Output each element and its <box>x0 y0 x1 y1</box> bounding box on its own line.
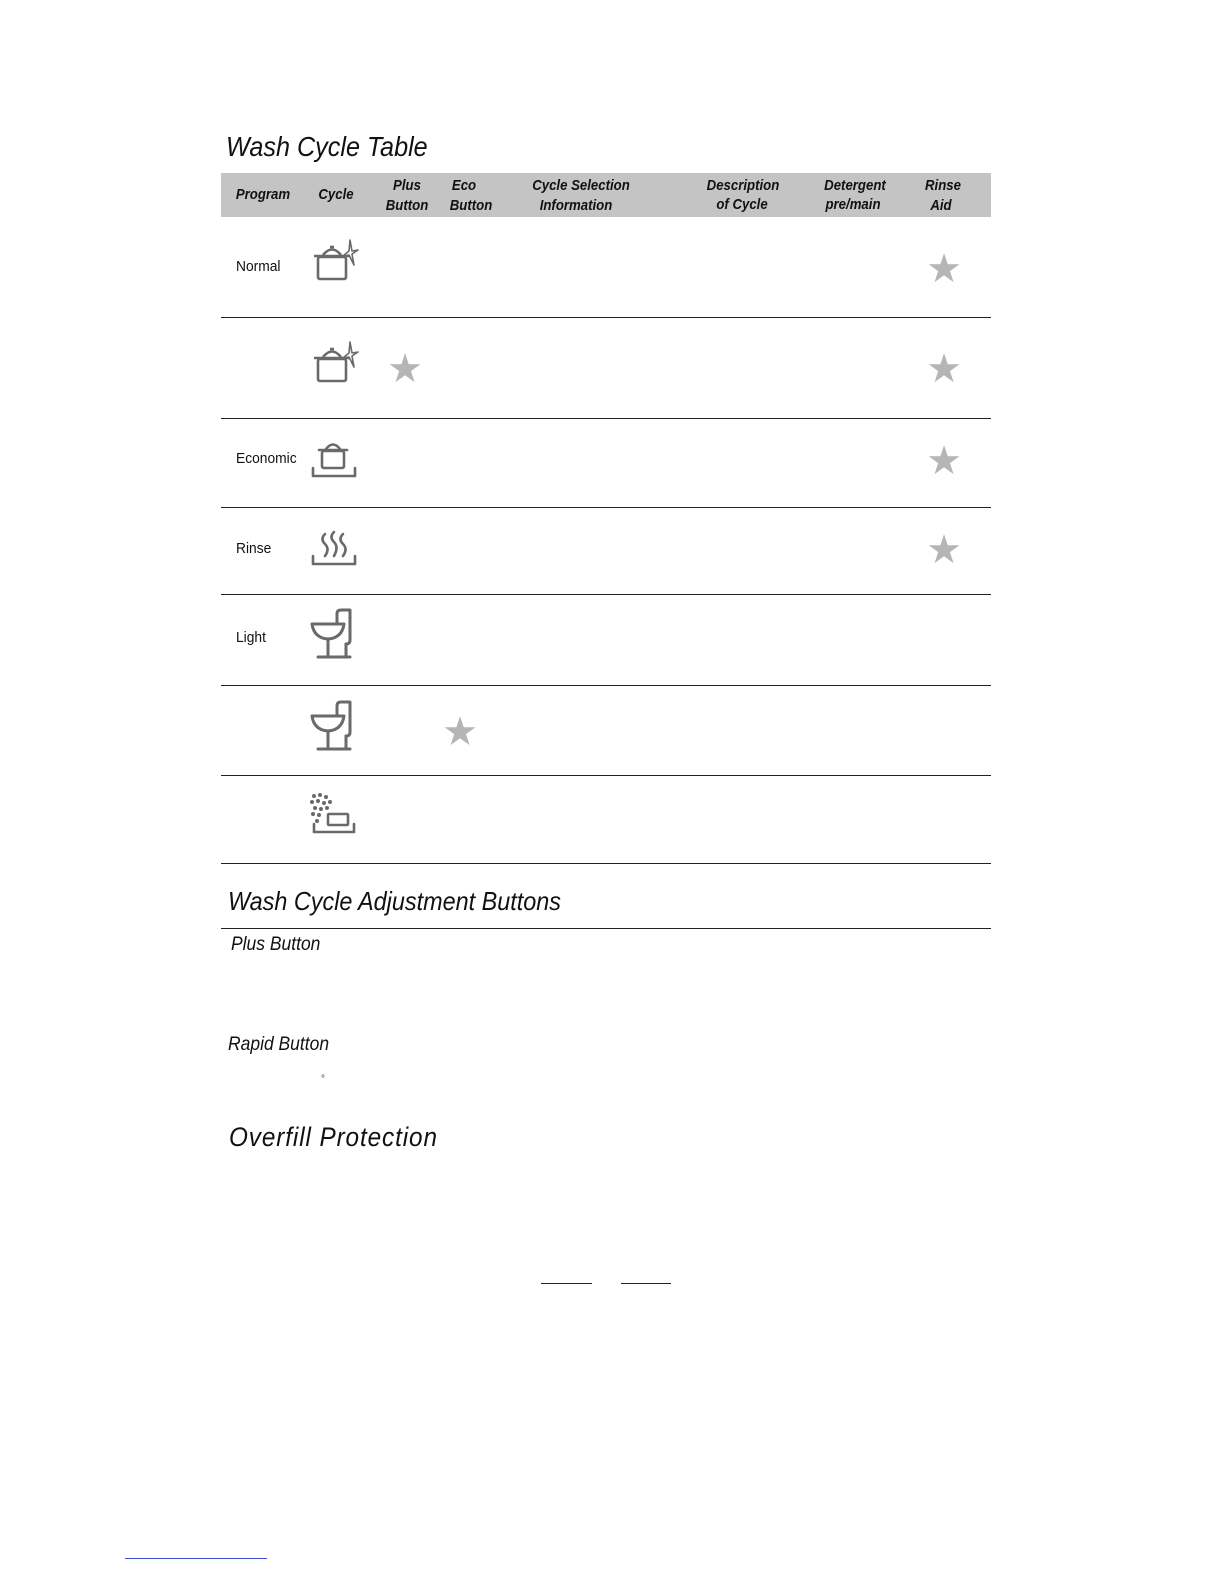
header-detergent-line1: Detergent <box>824 177 886 194</box>
rinse-aid-star-row2: ★ <box>926 346 962 392</box>
header-selection-line1: Cycle Selection <box>532 177 630 194</box>
rinse-aid-star-row4: ★ <box>926 527 962 573</box>
header-eco-line2: Button <box>449 197 493 214</box>
row-divider <box>221 594 991 595</box>
header-selection-line2: Information <box>539 197 613 214</box>
underline-mark <box>621 1283 671 1284</box>
program-economic: Economic <box>236 450 297 467</box>
glass-cup-icon <box>308 606 358 662</box>
plus-button-heading: Plus Button <box>231 934 321 955</box>
degree-mark: ° <box>321 1074 325 1085</box>
program-light: Light <box>236 629 266 646</box>
row-divider <box>221 775 991 776</box>
header-description-line1: Description <box>706 177 780 194</box>
header-cycle: Cycle <box>318 186 354 203</box>
header-program: Program <box>235 186 291 203</box>
steam-tray-icon <box>310 528 358 570</box>
header-plus-line2: Button <box>385 197 429 214</box>
table-header <box>221 173 991 217</box>
row-divider <box>221 317 991 318</box>
rinse-aid-star-row3: ★ <box>926 438 962 484</box>
header-rinse-line1: Rinse <box>925 177 961 194</box>
rapid-button-heading: Rapid Button <box>228 1034 330 1055</box>
dots-tray-icon <box>308 792 358 836</box>
eco-button-star-row6: ★ <box>442 709 478 755</box>
adjustment-buttons-title: Wash Cycle Adjustment Buttons <box>228 886 561 916</box>
section-divider <box>221 928 991 929</box>
row-divider <box>221 863 991 864</box>
program-rinse: Rinse <box>236 540 272 557</box>
rinse-aid-star-row1: ★ <box>926 246 962 292</box>
program-normal: Normal <box>236 258 281 275</box>
header-description-line2: of Cycle <box>716 196 768 213</box>
header-detergent-line2: pre/main <box>825 196 881 213</box>
row-divider <box>221 685 991 686</box>
header-eco-line1: Eco <box>451 177 477 194</box>
pot-sparkle-icon <box>310 238 360 284</box>
pot-sparkle-icon <box>310 340 360 386</box>
overfill-protection-title: Overfill Protection <box>229 1122 438 1152</box>
plus-button-star-row2: ★ <box>387 346 423 392</box>
header-rinse-line2: Aid <box>930 197 952 214</box>
pot-tray-icon <box>310 438 358 480</box>
footer-link-underline[interactable] <box>125 1558 267 1559</box>
wash-cycle-table-title: Wash Cycle Table <box>226 131 428 162</box>
row-divider <box>221 418 991 419</box>
glass-cup-icon <box>308 698 358 754</box>
underline-mark <box>541 1283 592 1284</box>
row-divider <box>221 507 991 508</box>
header-plus-line1: Plus <box>393 177 421 194</box>
